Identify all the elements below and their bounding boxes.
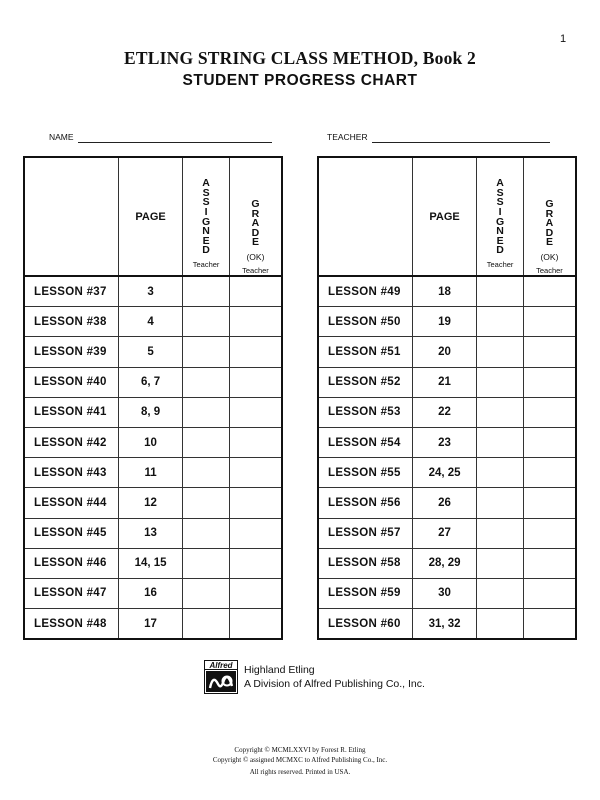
lesson-page: 22: [412, 397, 476, 427]
page-number: 1: [560, 33, 567, 45]
lesson-label: LESSON #59: [318, 578, 412, 608]
teacher-field-line: [372, 142, 550, 143]
graded-checkbox-cell[interactable]: [523, 307, 576, 337]
table-row: [318, 367, 576, 397]
table-row: [318, 276, 576, 307]
lesson-label: LESSON #60: [318, 609, 412, 640]
header-page: PAGE: [412, 157, 476, 276]
lesson-label: LESSON #47: [24, 578, 118, 608]
graded-checkbox-cell[interactable]: [229, 367, 282, 397]
assigned-label-letter: N: [496, 225, 504, 238]
lesson-label: LESSON #57: [318, 518, 412, 548]
lesson-page: 30: [412, 578, 476, 608]
lesson-page: 5: [118, 337, 182, 367]
lesson-label: LESSON #51: [318, 337, 412, 367]
publisher-line-1: Highland Etling: [244, 664, 315, 676]
assigned-checkbox-cell[interactable]: [183, 609, 230, 640]
table-row: [318, 518, 576, 548]
assigned-checkbox-cell[interactable]: [477, 609, 524, 640]
graded-checkbox-cell[interactable]: [523, 458, 576, 488]
graded-label-letter: D: [545, 226, 554, 239]
graded-checkbox-cell[interactable]: [229, 276, 282, 307]
lesson-page: 3: [118, 276, 182, 307]
graded-checkbox-cell[interactable]: [523, 488, 576, 518]
table-row: [318, 458, 576, 488]
table-row: [318, 397, 576, 427]
name-label: NAME: [49, 132, 74, 142]
lesson-page: 14, 15: [118, 548, 182, 578]
graded-label-letter: E: [251, 236, 259, 249]
graded-checkbox-cell[interactable]: [229, 397, 282, 427]
assigned-label: [496, 179, 504, 256]
assigned-label-letter: S: [496, 196, 504, 209]
lesson-page: 21: [412, 367, 476, 397]
lesson-label: LESSON #58: [318, 548, 412, 578]
table-row: [24, 427, 282, 457]
table-row: [318, 488, 576, 518]
graded-checkbox-cell[interactable]: [523, 427, 576, 457]
lesson-label: LESSON #44: [24, 488, 118, 518]
lesson-label: LESSON #50: [318, 307, 412, 337]
lesson-page: 11: [118, 458, 182, 488]
graded-checkbox-cell[interactable]: [523, 609, 576, 640]
assigned-label-letter: N: [202, 225, 210, 238]
assigned-label-letter: G: [495, 215, 505, 228]
lesson-page: 20: [412, 337, 476, 367]
assigned-checkbox-cell[interactable]: [477, 367, 524, 397]
graded-label-letter: E: [545, 236, 553, 249]
assigned-checkbox-cell[interactable]: [477, 307, 524, 337]
lesson-page: 24, 25: [412, 458, 476, 488]
copyright-line-1: Copyright © MCMLXXVI by Forest R. Etling: [234, 746, 366, 754]
assigned-label-letter: G: [201, 215, 211, 228]
teacher-sublabel: Teacher: [486, 260, 514, 269]
table-row: [318, 609, 576, 640]
lesson-label: LESSON #46: [24, 548, 118, 578]
graded-checkbox-cell[interactable]: [523, 337, 576, 367]
graded-checkbox-cell[interactable]: [523, 518, 576, 548]
lesson-page: 31, 32: [412, 609, 476, 640]
lesson-label: LESSON #52: [318, 367, 412, 397]
alfred-logo-icon: [204, 660, 238, 694]
lesson-label: LESSON #41: [24, 397, 118, 427]
header-graded: [229, 157, 282, 276]
graded-checkbox-cell[interactable]: [229, 337, 282, 367]
progress-table-left: [23, 156, 283, 640]
assigned-checkbox-cell[interactable]: [183, 367, 230, 397]
lesson-page: 28, 29: [412, 548, 476, 578]
assigned-label: [202, 179, 210, 256]
lesson-page: 18: [412, 276, 476, 307]
lesson-label: LESSON #49: [318, 276, 412, 307]
teacher-sublabel: Teacher: [242, 266, 269, 275]
assigned-checkbox-cell[interactable]: [183, 518, 230, 548]
name-field-line: [78, 142, 272, 143]
table-header-row: [318, 157, 576, 276]
graded-checkbox-cell[interactable]: [229, 427, 282, 457]
lesson-page: 8, 9: [118, 397, 182, 427]
lesson-label: LESSON #39: [24, 337, 118, 367]
publisher-info: [244, 663, 425, 691]
assigned-label-letter: D: [202, 244, 210, 257]
copyright-line-3: All rights reserved. Printed in USA.: [249, 768, 351, 776]
assigned-checkbox-cell[interactable]: [477, 397, 524, 427]
graded-label: [545, 200, 553, 248]
ok-sublabel: (OK): [540, 252, 559, 262]
graded-label-letter: D: [251, 226, 260, 239]
teacher-label: TEACHER: [327, 132, 368, 142]
table-row: [24, 458, 282, 488]
assigned-checkbox-cell[interactable]: [183, 337, 230, 367]
header-lesson-cell: [318, 157, 412, 276]
assigned-checkbox-cell[interactable]: [477, 578, 524, 608]
assigned-checkbox-cell[interactable]: [183, 427, 230, 457]
ok-sublabel: (OK): [246, 252, 265, 262]
lesson-page: 10: [118, 427, 182, 457]
assigned-label-letter: E: [202, 234, 210, 247]
lesson-page: 27: [412, 518, 476, 548]
assigned-label-letter: I: [204, 206, 208, 219]
header-assigned: [477, 157, 524, 276]
lesson-label: LESSON #42: [24, 427, 118, 457]
assigned-label-letter: A: [202, 177, 210, 190]
lesson-page: 17: [118, 609, 182, 640]
lesson-label: LESSON #45: [24, 518, 118, 548]
assigned-checkbox-cell[interactable]: [477, 337, 524, 367]
table-row: [24, 337, 282, 367]
assigned-checkbox-cell[interactable]: [477, 488, 524, 518]
assigned-label-letter: E: [496, 234, 504, 247]
table-row: [318, 307, 576, 337]
header-graded: [523, 157, 576, 276]
copyright-line-2: Copyright © assigned MCMXC to Alfred Publishing Co., Inc.: [212, 756, 388, 764]
lesson-page: 13: [118, 518, 182, 548]
graded-checkbox-cell[interactable]: [229, 307, 282, 337]
table-row: [24, 307, 282, 337]
table-row: [24, 276, 282, 307]
assigned-checkbox-cell[interactable]: [477, 518, 524, 548]
table-row: [318, 548, 576, 578]
assigned-label-letter: S: [202, 186, 210, 199]
assigned-checkbox-cell[interactable]: [477, 548, 524, 578]
graded-checkbox-cell[interactable]: [523, 548, 576, 578]
progress-table-right: [317, 156, 577, 640]
lesson-label: LESSON #48: [24, 609, 118, 640]
assigned-checkbox-cell[interactable]: [183, 397, 230, 427]
lesson-page: 6, 7: [118, 367, 182, 397]
lesson-label: LESSON #43: [24, 458, 118, 488]
table-row: [24, 609, 282, 640]
graded-checkbox-cell[interactable]: [523, 276, 576, 307]
assigned-label-letter: S: [496, 186, 504, 199]
assigned-checkbox-cell[interactable]: [477, 427, 524, 457]
lesson-page: 19: [412, 307, 476, 337]
page-subtitle: STUDENT PROGRESS CHART: [182, 72, 418, 89]
assigned-label-letter: I: [498, 206, 502, 219]
graded-label-letter: A: [545, 217, 554, 230]
assigned-checkbox-cell[interactable]: [477, 458, 524, 488]
table-row: [24, 578, 282, 608]
page-title: ETLING STRING CLASS METHOD, Book 2: [123, 48, 477, 68]
graded-checkbox-cell[interactable]: [229, 458, 282, 488]
lesson-label: LESSON #55: [318, 458, 412, 488]
table-row: [24, 518, 282, 548]
graded-label-letter: G: [251, 198, 260, 211]
graded-label-letter: A: [251, 217, 260, 230]
logo-text: Alfred: [209, 660, 233, 670]
graded-checkbox-cell[interactable]: [523, 578, 576, 608]
teacher-sublabel: Teacher: [536, 266, 563, 275]
graded-label-letter: R: [545, 207, 554, 220]
graded-label-letter: R: [251, 207, 260, 220]
graded-checkbox-cell[interactable]: [229, 548, 282, 578]
publisher-line-2: A Division of Alfred Publishing Co., Inc.: [244, 678, 425, 690]
assigned-label-letter: D: [496, 244, 504, 257]
assigned-checkbox-cell[interactable]: [183, 307, 230, 337]
graded-checkbox-cell[interactable]: [229, 609, 282, 640]
assigned-checkbox-cell[interactable]: [477, 276, 524, 307]
lesson-label: LESSON #53: [318, 397, 412, 427]
assigned-checkbox-cell[interactable]: [183, 548, 230, 578]
lesson-label: LESSON #56: [318, 488, 412, 518]
graded-checkbox-cell[interactable]: [523, 367, 576, 397]
table-row: [318, 337, 576, 367]
lesson-label: LESSON #40: [24, 367, 118, 397]
graded-checkbox-cell[interactable]: [229, 518, 282, 548]
table-row: [318, 427, 576, 457]
graded-checkbox-cell[interactable]: [229, 488, 282, 518]
table-row: [24, 488, 282, 518]
lesson-label: LESSON #38: [24, 307, 118, 337]
assigned-label-letter: S: [202, 196, 210, 209]
table-row: [24, 397, 282, 427]
table-row: [24, 548, 282, 578]
assigned-checkbox-cell[interactable]: [183, 488, 230, 518]
assigned-checkbox-cell[interactable]: [183, 276, 230, 307]
assigned-label-letter: A: [496, 177, 504, 190]
lesson-page: 26: [412, 488, 476, 518]
header-page: PAGE: [118, 157, 182, 276]
lesson-page: 12: [118, 488, 182, 518]
lesson-page: 16: [118, 578, 182, 608]
graded-checkbox-cell[interactable]: [229, 578, 282, 608]
table-row: [24, 367, 282, 397]
assigned-checkbox-cell[interactable]: [183, 458, 230, 488]
lesson-page: 4: [118, 307, 182, 337]
graded-label: [251, 200, 259, 248]
lesson-label: LESSON #54: [318, 427, 412, 457]
lesson-label: LESSON #37: [24, 276, 118, 307]
graded-label-letter: G: [545, 198, 554, 211]
teacher-sublabel: Teacher: [192, 260, 220, 269]
header-lesson-cell: [24, 157, 118, 276]
graded-checkbox-cell[interactable]: [523, 397, 576, 427]
table-header-row: [24, 157, 282, 276]
lesson-page: 23: [412, 427, 476, 457]
table-row: [318, 578, 576, 608]
header-assigned: [183, 157, 230, 276]
assigned-checkbox-cell[interactable]: [183, 578, 230, 608]
